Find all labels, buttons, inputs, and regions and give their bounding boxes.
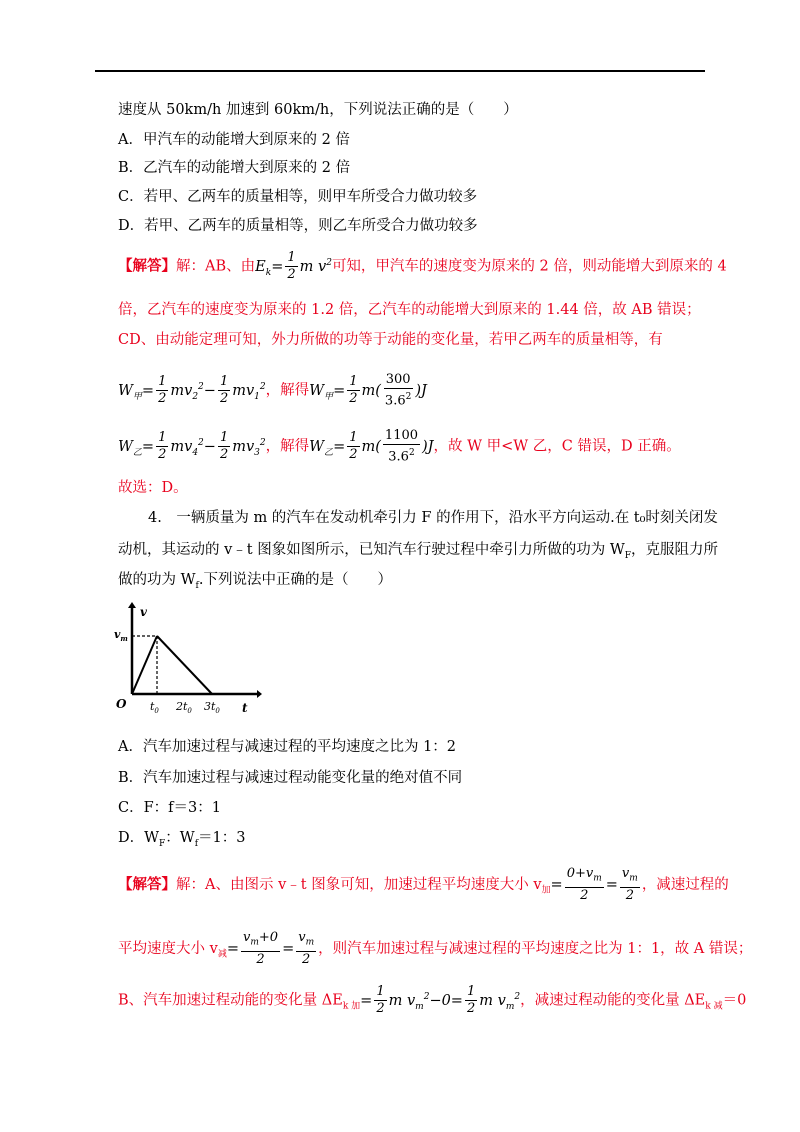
q4-answer-line2: 平均速度大小 $v_减=$ $\frac{v_m+0}{2}$ = $\frac{v_m}{2}$ ，则汽车加速过程与减速过程的平均速度之比为 1：1，故 A 错误； [118, 930, 753, 967]
q4-option-c: C．F：f＝3：1 [118, 800, 221, 816]
q4-stem-1: 4. 一辆质量为 m 的汽车在发动机牵引力 F 的作用下，沿水平方向运动.在 t₀时刻关闭发 [148, 510, 718, 526]
q3-stem-end: 速度从 50km/h 加速到 60km/h，下列说法正确的是（ ） [118, 102, 518, 118]
q3-choice: 故选：D。 [118, 480, 188, 496]
v-axis-arrow [128, 602, 136, 608]
vm-label: $v_m$ [114, 628, 128, 643]
q3-option-b: B．乙汽车的动能增大到原来的 2 倍 [118, 160, 351, 176]
q3-answer-tag: 【解答】 [118, 257, 176, 275]
tick-2t0: $2t_0$ [176, 700, 192, 715]
w-jia-equation: $W_甲=$ $\frac{1}{2}$ $mv_2^2-$ $\frac{1}{2}$ $mv_1^2$，解得$W_甲=$ $\frac{1}{2}$ m( $\frac{300}{3.6^2}$ )J [118, 372, 427, 409]
q3-answer-line1: 【解答】解：AB、由$E_k=$ $\frac{1}{2}$ m $v^2$可知，甲汽车的速度变为原来的 2 倍，则动能增大到原来的 4 [118, 250, 727, 282]
q3-option-d: D．若甲、乙两车的质量相等，则乙车所受合力做功较多 [118, 218, 478, 234]
header-rule [95, 70, 705, 72]
t-label: t [242, 701, 248, 715]
ek-formula: $E_k=$ $\frac{1}{2}$ m $v^2$ [255, 250, 332, 282]
q4-option-a: A．汽车加速过程与减速过程的平均速度之比为 1：2 [118, 739, 457, 755]
vt-graph [112, 600, 262, 718]
q4-option-b: B．汽车加速过程与减速过程动能变化量的绝对值不同 [118, 770, 463, 786]
q4-stem-2: 动机，其运动的 v﹣t 图象如图所示，已知汽车行驶过程中牵引力所做的功为 $W_F$，克服阻力所 [118, 542, 718, 561]
q4-answer-line3: B、汽车加速过程动能的变化量 $\Delta E_{k 加}=$ $\frac{1}{2}$ m $v_m^2-0=$ $\frac{1}{2}$ m $v_m^2$，减速过程动能的变化量 $\Delta E_{k 减}=0$ [118, 984, 747, 1016]
q3-answer-line2: 倍，乙汽车的速度变为原来的 1.2 倍，乙汽车的动能增大到原来的 1.44 倍，故 AB 错误； [118, 302, 701, 318]
decel-segment [157, 636, 212, 694]
q3-answer-line3: CD、由动能定理可知，外力所做的功等于动能的变化量，若甲乙两车的质量相等，有 [118, 332, 663, 348]
v-label: v [140, 605, 147, 619]
q3-option-c: C．若甲、乙两车的质量相等，则甲车所受合力做功较多 [118, 189, 478, 205]
tick-3t0: $3t_0$ [204, 700, 220, 715]
q4-option-d: D．$W_F$：$W_f=1$：3 [118, 830, 246, 849]
w-yi-equation: $W_乙=$ $\frac{1}{2}$ $mv_4^2-$ $\frac{1}{2}$ $mv_3^2$，解得$W_乙=$ $\frac{1}{2}$ m( $\frac{1100}{3.6^2}$ )J，故 W 甲<W 乙，C 错误，D 正确。 [118, 428, 681, 465]
tick-t0: $t_0$ [150, 700, 159, 715]
q3-option-a: A．甲汽车的动能增大到原来的 2 倍 [118, 132, 350, 148]
t-axis-arrow [257, 690, 262, 698]
origin-label: O [116, 697, 127, 711]
accel-segment [132, 636, 157, 694]
q4-answer-line1: 【解答】解：A、由图示 v﹣t 图象可知，加速过程平均速度大小 $v_加=$ $\frac{0+v_m}{2}$ = $\frac{v_m}{2}$ ，减速过程的 [118, 866, 729, 903]
q4-stem-3: 做的功为 $W_f$.下列说法中正确的是（ ） [118, 572, 392, 591]
